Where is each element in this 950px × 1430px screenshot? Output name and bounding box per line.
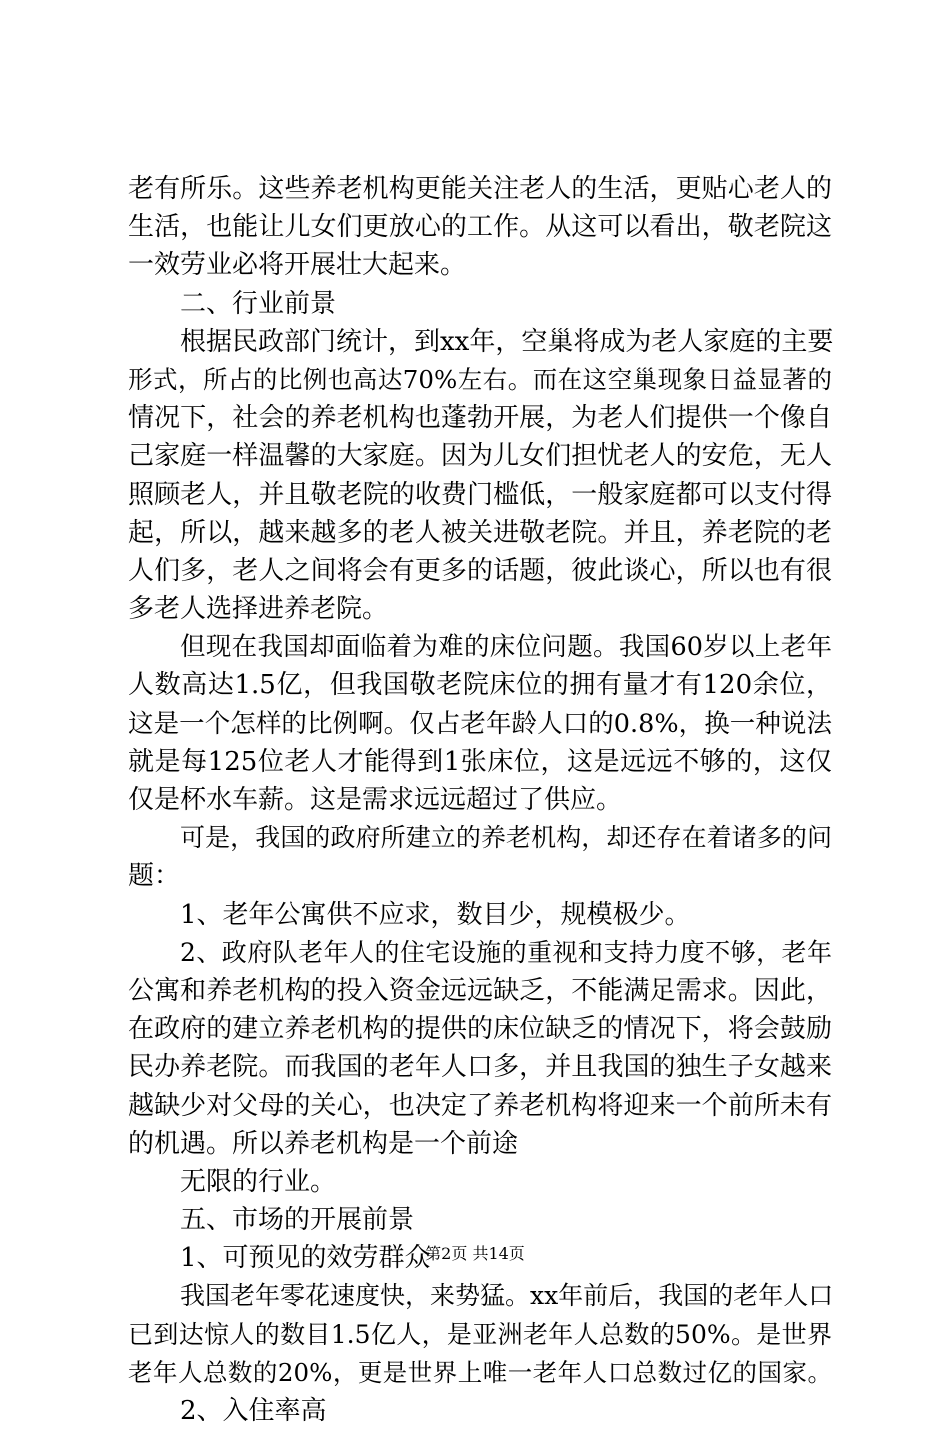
text-line: 二、行业前景	[180, 288, 337, 319]
text-line: 我国老年零花速度快，来势猛。xx年前后，我国的老年人口	[180, 1281, 834, 1311]
text-line: 生活，也能让儿女们更放心的工作。从这可以看出，敬老院这	[128, 212, 832, 243]
text-line: 多老人选择进养老院。	[128, 594, 389, 625]
text-line: 一效劳业必将开展壮大起来。	[128, 250, 467, 281]
text-line: 照顾老人，并且敬老院的收费门槛低，一般家庭都可以支付得	[128, 479, 832, 510]
text-line: 情况下，社会的养老机构也蓬勃开展，为老人们提供一个像自	[128, 403, 832, 434]
text-line: 根据民政部门统计，到xx年，空巢将成为老人家庭的主要	[180, 326, 834, 357]
text-line: 已到达惊人的数目1.5亿人，是亚洲老年人总数的50%。是世界	[128, 1319, 832, 1349]
text-line: 人们多，老人之间将会有更多的话题，彼此谈心，所以也有很	[128, 555, 832, 586]
text-line: 公寓和养老机构的投入资金远远缺乏，不能满足需求。因此，	[128, 975, 832, 1006]
text-line: 民办养老院。而我国的老年人口多，并且我国的独生子女越来	[128, 1052, 832, 1083]
text-line: 但现在我国却面临着为难的床位问题。我国60岁以上老年	[180, 632, 832, 663]
document-body	[128, 170, 832, 1430]
text-line: 这是一个怎样的比例啊。仅占老年龄人口的0.8%，换一种说法	[128, 708, 832, 739]
text-line: 人数高达1.5亿，但我国敬老院床位的拥有量才有120余位，	[128, 670, 832, 701]
text-line: 2、政府队老年人的住宅设施的重视和支持力度不够，老年	[180, 937, 832, 967]
text-line: 可是，我国的政府所建立的养老机构，却还存在着诸多的问	[180, 823, 832, 853]
text-line: 1、可预见的效劳群众	[180, 1243, 431, 1274]
page-footer: 第2页 共14页	[425, 1244, 525, 1263]
text-line: 仅是杯水车薪。这是需求远远超过了供应。	[128, 785, 623, 815]
text-line: 1、老年公寓供不应求，数目少，规模极少。	[180, 899, 691, 930]
text-line: 己家庭一样温馨的大家庭。因为儿女们担忧老人的安危，无人	[128, 441, 832, 472]
text-line: 2、入住率高	[180, 1396, 327, 1426]
text-line: 老年人总数的20%，更是世界上唯一老年人口总数过亿的国家。	[128, 1357, 832, 1387]
text-line: 五、市场的开展前景	[180, 1205, 415, 1236]
text-line: 形式，所占的比例也高达70%左右。而在这空巢现象日益显著的	[128, 364, 832, 394]
text-line: 老有所乐。这些养老机构更能关注老人的生活，更贴心老人的	[128, 174, 832, 204]
text-line: 无限的行业。	[180, 1166, 337, 1197]
text-line: 越缺少对父母的关心，也决定了养老机构将迎来一个前所未有	[128, 1090, 832, 1121]
text-line: 起，所以，越来越多的老人被关进敬老院。并且，养老院的老	[128, 517, 832, 548]
text-line: 题：	[128, 861, 181, 892]
text-line: 在政府的建立养老机构的提供的床位缺乏的情况下，将会鼓励	[128, 1014, 832, 1045]
text-line: 的机遇。所以养老机构是一个前途	[128, 1128, 519, 1159]
text-line: 就是每125位老人才能得到1张床位，这是远远不够的，这仅	[128, 746, 832, 777]
